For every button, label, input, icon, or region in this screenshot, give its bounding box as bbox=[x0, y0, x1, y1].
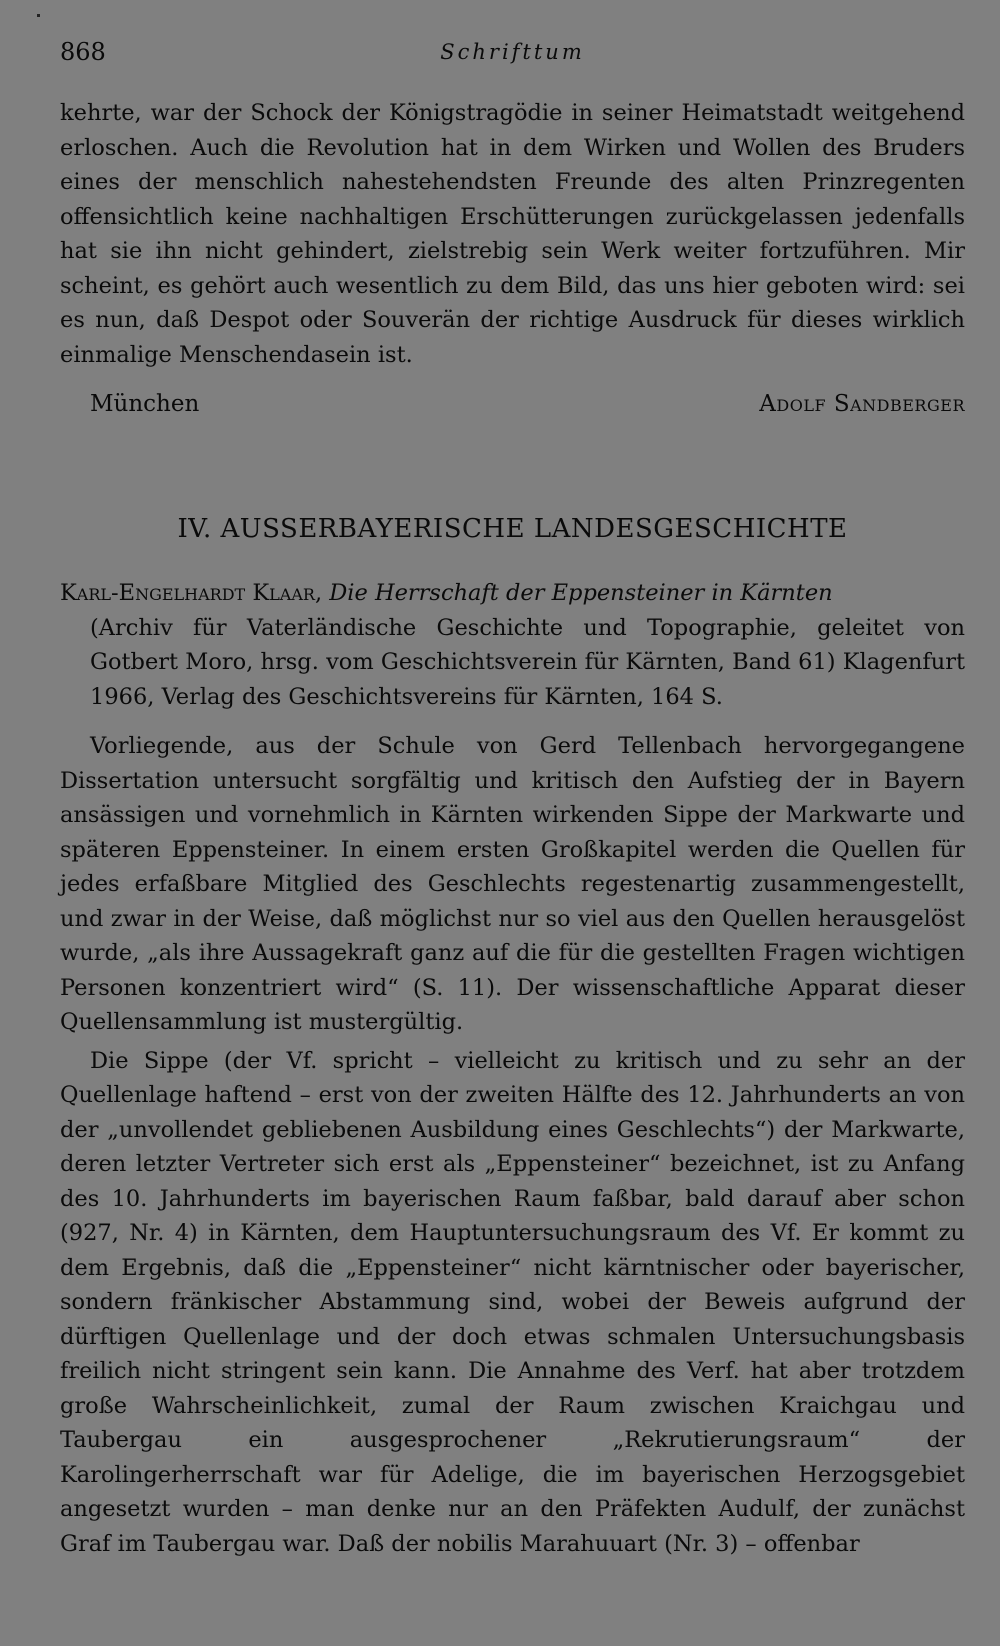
reference-details: (Archiv für Vaterländische Geschichte und Topographie, geleitet von Gotbert Moro, hrsg. vom Geschichtsverein für Kärnten, Band 61) Klagenfurt 1966, Verlag des Geschichtsvereins für Kärnten, 164 S. bbox=[90, 614, 965, 710]
signature-city: München bbox=[90, 391, 200, 417]
page-number: 868 bbox=[60, 38, 106, 66]
reference-title: Die Herrschaft der Eppensteiner in Kärnten bbox=[329, 580, 833, 606]
page-header bbox=[60, 38, 965, 72]
bibliographic-reference bbox=[60, 576, 965, 714]
previous-review-conclusion bbox=[60, 96, 965, 372]
running-head: Schrifttum bbox=[440, 40, 585, 64]
reference-author: Karl-Engelhardt Klaar, bbox=[60, 580, 323, 606]
review-paragraph-2: Die Sippe (der Vf. spricht – vielleicht zu kritisch und zu sehr an der Quellenlage haftend – erst von der zweiten Hälfte des 12. Jahrhunderts an von der „unvollendet gebliebenen Ausbildung eines Geschlechts“) der Markwarte, deren letzter Vertreter sich erst als „Eppensteiner“ bezeichnet, ist zu Anfang des 10. Jahrhunderts im bayerischen Raum faßbar, bald darauf aber schon (927, Nr. 4) in Kärnten, dem Hauptuntersuchungsraum des Vf. Er kommt zu dem Ergebnis, daß die „Eppensteiner“ nicht kärntnischer oder bayerischer, sondern fränkischer Abstammung sind, wobei der Beweis aufgrund der dürftigen Quellenlage und der doch etwas schmalen Untersuchungsbasis freilich nicht stringent sein kann. Die Annahme des Verf. hat aber trotzdem große Wahrscheinlichkeit, zumal der Raum zwischen Kraichgau und Taubergau ein ausgesprochener „Rekrutierungsraum“ der Karolingerherrschaft war für Adelige, die im bayerischen Herzogsgebiet angesetzt wurden – man denke nur an den Präfekten Audulf, der zunächst Graf im Taubergau war. Daß der nobilis Marahuuart (Nr. 3) – offenbar bbox=[60, 1047, 965, 1557]
previous-review-paragraph: kehrte, war der Schock der Königstragödie in seiner Heimatstadt weitgehend erloschen. Auch die Revolution hat in dem Wirken und Wollen des Bruders eines der menschlich nahestehendsten Freunde des alten Prinzregenten offensichtlich keine nachhaltigen Erschütterungen zurückgelassen jedenfalls hat sie ihn nicht gehindert, zielstrebig sein Werk weiter fortzuführen. Mir scheint, es gehört auch wesentlich zu dem Bild, das uns hier geboten wird: sei es nun, daß Despot oder Souverän der richtige Ausdruck für dieses wirklich einmalige Menschendasein ist. bbox=[60, 100, 965, 368]
signature-author: Adolf Sandberger bbox=[759, 391, 965, 417]
section-heading: IV. AUSSERBAYERISCHE LANDESGESCHICHTE bbox=[177, 514, 848, 544]
review-paragraph-1: Vorliegende, aus der Schule von Gerd Tellenbach hervorgegangene Dissertation untersucht sorgfältig und kritisch den Aufstieg der in Bayern ansässigen und vornehmlich in Kärnten wirkenden Sippe der Markwarte und späteren Eppensteiner. In einem ersten Großkapitel werden die Quellen für jedes erfaßbare Mitglied des Geschlechts regestenartig zusammengestellt, und zwar in der Weise, daß möglichst nur so viel aus den Quellen herausgelöst wurde, „als ihre Aussagekraft ganz auf die für die gestellten Fragen wichtigen Personen konzentriert wird“ (S. 11). Der wissenschaftliche Apparat dieser Quellensammlung ist mustergültig. bbox=[60, 733, 965, 1035]
review-signature bbox=[60, 391, 965, 425]
scan-mark bbox=[37, 14, 40, 17]
review-body bbox=[60, 729, 965, 1561]
